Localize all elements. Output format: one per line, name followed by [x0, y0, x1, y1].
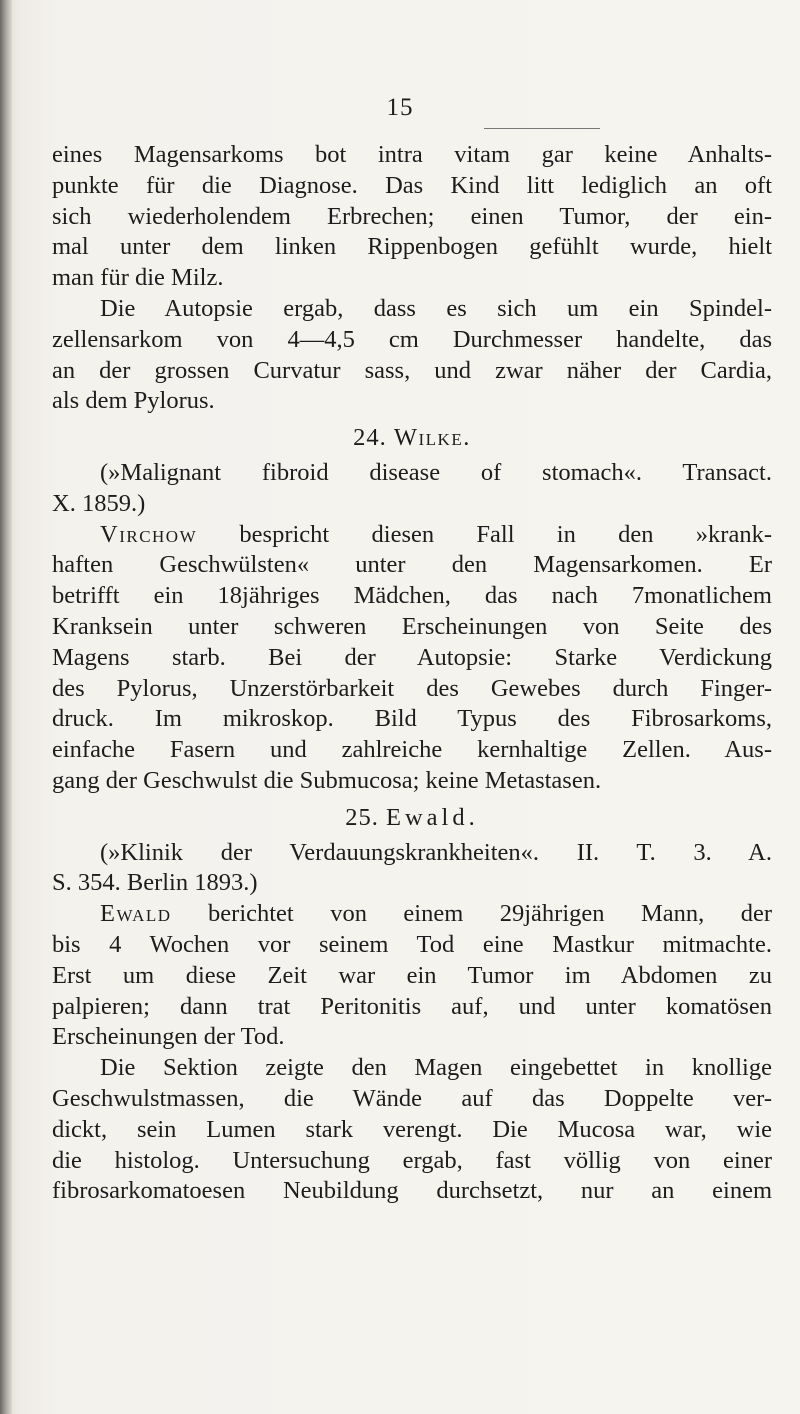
paragraph-1 — [52, 140, 772, 294]
section-number: 24. — [353, 424, 387, 452]
text-line: druck. Im mikroskop. Bild Typus des Fibrosarkoms, — [52, 705, 772, 733]
text-line: sich wiederholendem Erbrechen; einen Tumor, der ein- — [52, 202, 772, 230]
section-author: Wilke. — [393, 424, 471, 452]
text-line: Magens starb. Bei der Autopsie: Starke Verdickung — [52, 643, 772, 671]
text-line — [52, 899, 772, 930]
section-number: 25. — [345, 803, 379, 831]
text-line: Die Sektion zeigte den Magen eingebettet in knollige — [100, 1054, 772, 1082]
text-line: (»Malignant fibroid disease of stomach«. Transact. — [100, 458, 772, 486]
body-text — [52, 140, 772, 1207]
text-line: Erst um diese Zeit war ein Tumor im Abdomen zu — [52, 961, 772, 989]
text-line: die histolog. Untersuchung ergab, fast völlig von einer — [52, 1146, 772, 1174]
text-line: betrifft ein 18jähriges Mädchen, das nach 7monatlichem — [52, 582, 772, 610]
page-number-rule — [484, 128, 600, 129]
text-line: fibrosarkomatoesen Neubildung durchsetzt, nur an einem — [52, 1177, 772, 1205]
text-line: man für die Milz. — [52, 264, 224, 292]
paragraph-2 — [52, 294, 772, 417]
text-line: Erscheinungen der Tod. — [52, 1023, 285, 1051]
section-heading-25 — [52, 803, 772, 834]
text-line: X. 1859.) — [52, 489, 146, 517]
citation-24 — [52, 458, 772, 520]
text-line: Die Autopsie ergab, dass es sich um ein Spindel- — [100, 294, 772, 322]
section-heading-24 — [52, 423, 772, 454]
page-binding-edge — [0, 0, 12, 1414]
text-line: Geschwulstmassen, die Wände auf das Doppelte ver- — [52, 1084, 772, 1112]
text-line: dickt, sein Lumen stark verengt. Die Mucosa war, wie — [52, 1115, 772, 1143]
text-line: palpieren; dann trat Peritonitis auf, und unter komatösen — [52, 992, 772, 1020]
paragraph-ewald — [52, 899, 772, 1053]
text-line: S. 354. Berlin 1893.) — [52, 869, 258, 897]
text-line: bis 4 Wochen vor seinem Tod eine Mastkur mitmachte. — [52, 930, 772, 958]
text-line: eines Magensarkoms bot intra vitam gar keine Anhalts- — [52, 141, 772, 168]
text-line: mal unter dem linken Rippenbogen gefühlt wurde, hielt — [52, 233, 772, 261]
section-author: Ewald. — [386, 803, 479, 831]
citation-25 — [52, 838, 772, 900]
line-rest: bespricht diesen Fall in den »krank- — [197, 520, 772, 548]
text-line: Kranksein unter schweren Erscheinungen von Seite des — [52, 612, 772, 640]
text-line: gang der Geschwulst die Submucosa; keine Metastasen. — [52, 766, 602, 794]
paragraph-virchow — [52, 520, 772, 797]
text-line: haften Geschwülsten« unter den Magensarkomen. Er — [52, 551, 772, 579]
text-line — [52, 520, 772, 551]
text-line: (»Klinik der Verdauungskrankheiten«. II. T. 3. A. — [100, 838, 772, 866]
text-line: des Pylorus, Unzerstörbarkeit des Gewebes durch Finger- — [52, 674, 772, 702]
page-number: 15 — [386, 94, 414, 121]
text-line: als dem Pylorus. — [52, 387, 215, 415]
text-line: punkte für die Diagnose. Das Kind litt lediglich an oft — [52, 171, 772, 199]
paragraph-sektion — [52, 1053, 772, 1207]
line-rest: berichtet von einem 29jährigen Mann, der — [171, 900, 772, 928]
author-name: Virchow — [100, 520, 198, 548]
text-line: zellensarkom von 4—4,5 cm Durchmesser handelte, das — [52, 325, 772, 353]
text-line: einfache Fasern und zahlreiche kernhaltige Zellen. Aus- — [52, 736, 772, 764]
author-name: Ewald — [100, 900, 172, 928]
text-line: an der grossen Curvatur sass, und zwar näher der Cardia, — [52, 356, 772, 384]
